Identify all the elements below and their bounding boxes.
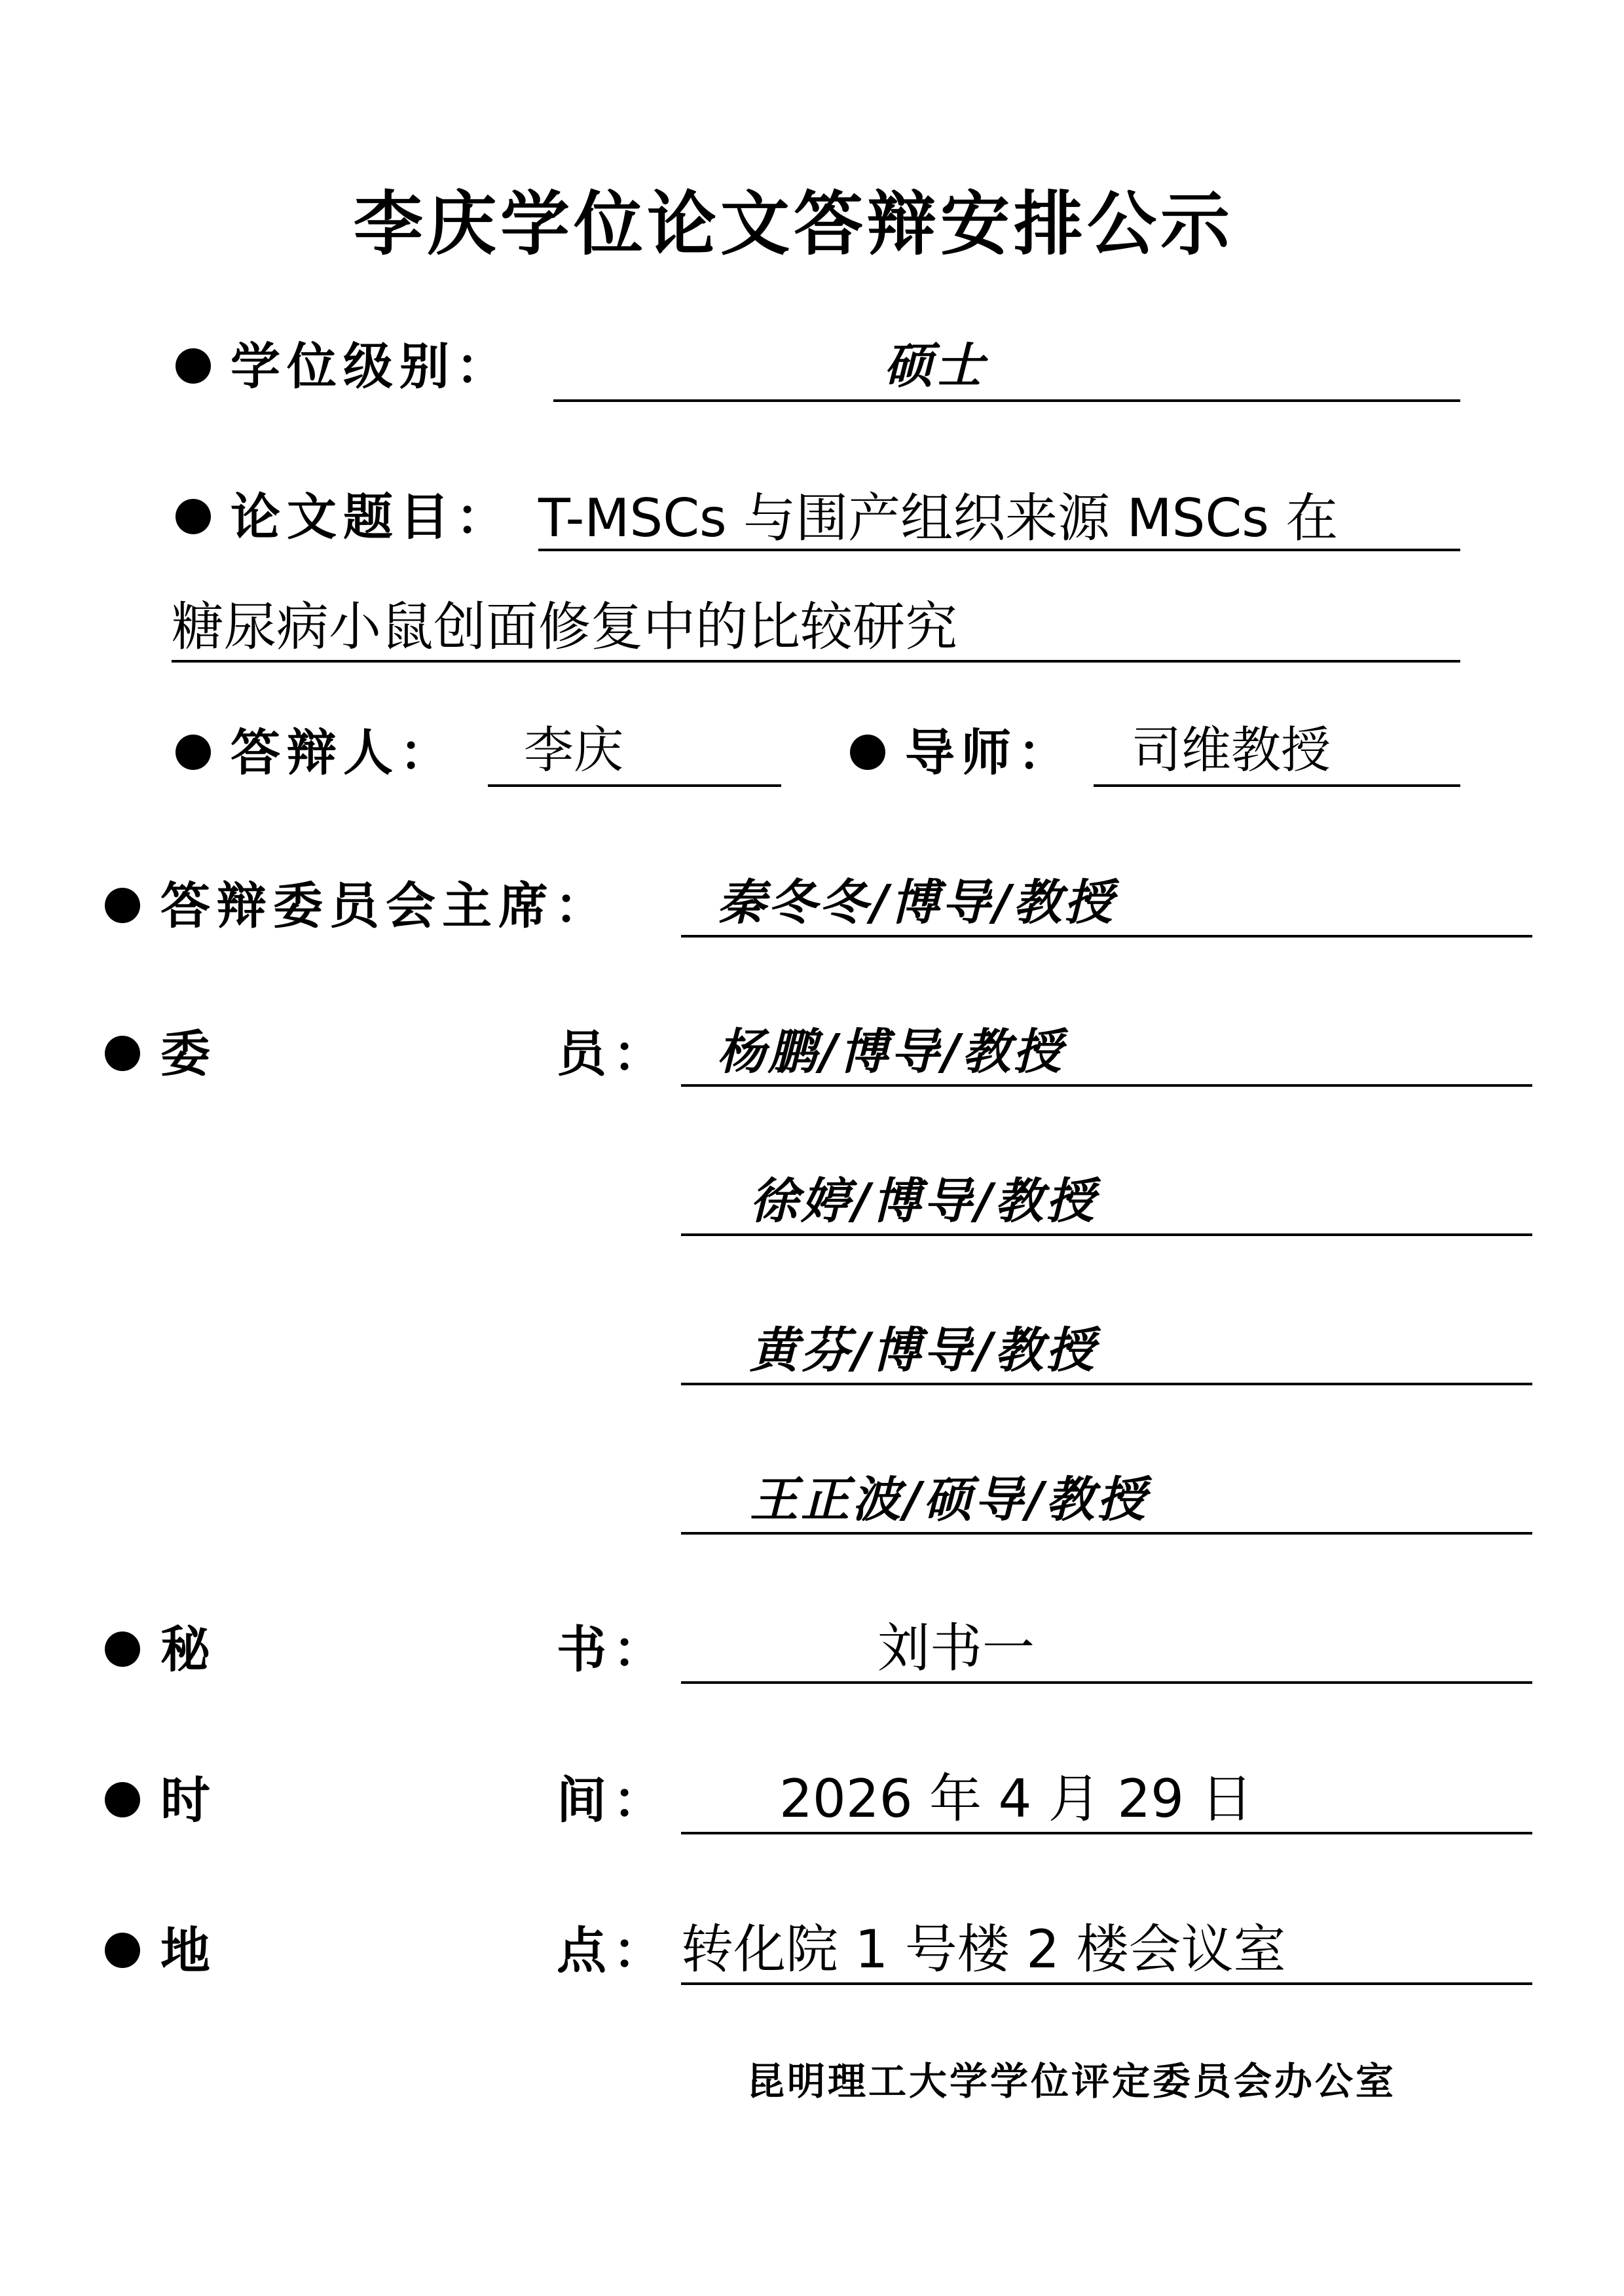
place-value: 转化院 1 号楼 2 楼会议室 <box>681 1919 1286 1980</box>
secretary-underline <box>681 1681 1532 1684</box>
place-label-right: 点： <box>557 1922 669 1980</box>
degree-value: 硕士 <box>884 338 986 394</box>
advisor-underline <box>1094 784 1460 787</box>
member-underline <box>681 1233 1532 1236</box>
member-underline <box>681 1084 1532 1087</box>
thesis-underline-1 <box>538 549 1460 551</box>
chair-underline <box>681 935 1532 938</box>
chair-value: 秦冬冬/博导/教授 <box>717 875 1116 931</box>
thesis-label: 论文题目： <box>231 488 512 546</box>
advisor-label: 导师： <box>905 723 1074 782</box>
advisor-value: 司维教授 <box>1132 721 1331 779</box>
bullet-icon <box>105 1036 140 1071</box>
issuing-office: 昆明理工大学学位评定委员会办公室 <box>747 2059 1397 2104</box>
bullet-icon <box>175 348 211 384</box>
degree-underline <box>553 399 1460 402</box>
bullet-icon <box>105 1933 140 1968</box>
page-title: 李庆学位论文答辩安排公示 <box>354 184 1234 264</box>
member-item: 王正波/硕导/教授 <box>750 1472 1149 1528</box>
place-underline <box>681 1982 1532 1985</box>
secretary-value: 刘书一 <box>877 1618 1035 1679</box>
thesis-title-line1: T-MSCs 与围产组织来源 MSCs 在 <box>538 488 1338 549</box>
member-item: 杨鹏/博导/教授 <box>717 1024 1065 1080</box>
time-label-left: 时 <box>160 1771 217 1829</box>
bullet-icon <box>175 499 211 534</box>
bullet-icon <box>105 888 140 923</box>
thesis-underline-2 <box>172 660 1460 663</box>
member-item: 徐婷/博导/教授 <box>750 1173 1098 1230</box>
candidate-value: 李庆 <box>524 721 623 779</box>
time-value: 2026 年 4 月 29 日 <box>779 1768 1253 1829</box>
bullet-icon <box>105 1631 140 1667</box>
members-label-right: 员： <box>557 1025 669 1083</box>
member-underline <box>681 1532 1532 1535</box>
thesis-title-line2: 糖尿病小鼠创面修复中的比较研究 <box>172 596 957 657</box>
secretary-label-left: 秘 <box>160 1620 217 1679</box>
degree-label: 学位级别： <box>231 337 512 395</box>
candidate-underline <box>488 784 781 787</box>
member-underline <box>681 1383 1532 1385</box>
bullet-icon <box>175 735 211 770</box>
bullet-icon <box>105 1782 140 1817</box>
bullet-icon <box>850 735 885 770</box>
place-label-left: 地 <box>160 1922 217 1980</box>
secretary-label-right: 书： <box>557 1620 669 1679</box>
member-item: 黄芬/博导/教授 <box>750 1322 1098 1379</box>
time-underline <box>681 1832 1532 1834</box>
time-label-right: 间： <box>557 1771 669 1829</box>
chair-label: 答辩委员会主席： <box>160 877 611 935</box>
members-label-left: 委 <box>160 1025 217 1083</box>
candidate-label: 答辩人： <box>231 723 456 782</box>
